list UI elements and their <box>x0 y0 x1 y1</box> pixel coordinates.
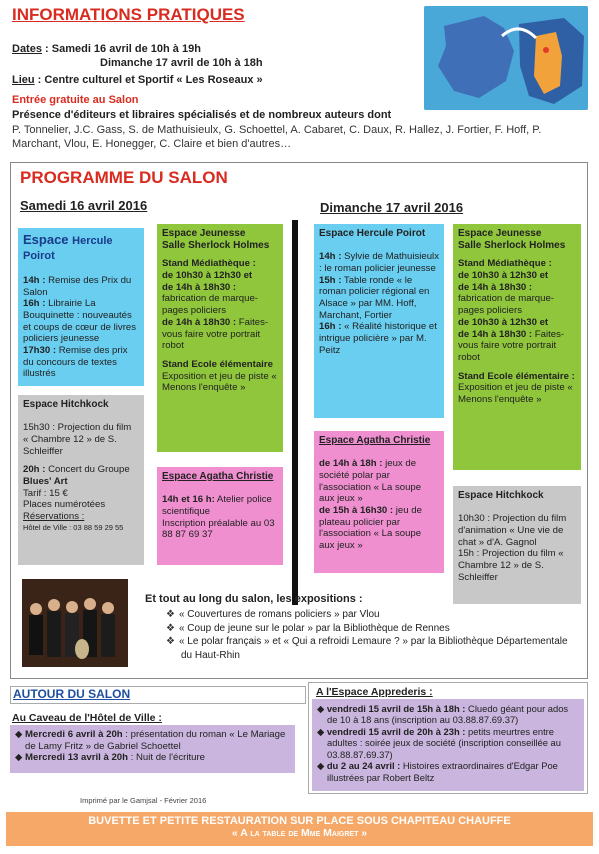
buvette-l2: « A la table de Mme Maigret » <box>231 827 368 839</box>
sat-hitch-l3: Tarif : 15 € <box>23 487 68 499</box>
sun-hitch-title: Espace Hitchkock <box>458 490 544 501</box>
sat-j-s2: de 10h30 à 12h30 et <box>162 270 253 282</box>
caveau-item: ◆ Mercredi 6 avril à 20h : présentation du roman « Le Mariage de Lamy Fritz » de Gabriel Schoettel <box>15 729 286 752</box>
sun-hitch-box <box>453 486 581 604</box>
sat-j-s1: Stand Médiathèque : <box>162 258 256 270</box>
dates-label: Dates <box>12 43 42 55</box>
sat-jeunesse-box <box>157 224 283 452</box>
sat-agatha-l1: 14h et 16 h: Atelier police scientifique <box>162 494 272 517</box>
diamond-bullet-icon: ❖ <box>166 622 175 634</box>
expo-item: ❖ « Le polar français » et « Qui a refroidi Lemaure ? » par la Bibliothèque Départementale du Haut-Rhin <box>166 636 568 661</box>
sun-agatha-l2: de 15h à 16h30 : jeu de plateau policier par l'association « La soupe aux jeux » <box>319 505 422 552</box>
sat-hitch-l2: 20h : Concert du Groupe <box>23 464 130 476</box>
sat-j-s4: fabrication de marque-pages policiers <box>162 293 258 317</box>
sun-poirot-l2: 15h : Table ronde « le roman policier régional en Alsace » par MM. Hoff, Marchant, Fortier <box>319 274 430 321</box>
sun-poirot-box <box>314 224 444 418</box>
map-icon <box>424 6 588 110</box>
sat-agatha-l2: Inscription préalable au 03 88 87 69 37 <box>162 517 275 541</box>
sat-poirot-box <box>18 228 144 386</box>
sat-jeunesse-title2: Salle Sherlock Holmes <box>162 240 270 252</box>
sat-hitch-l6: Hôtel de Ville : 03 88 59 29 55 <box>23 522 124 532</box>
lieu-value: : Centre culturel et Sportif « Les Roseaux » <box>34 73 263 86</box>
sun-poirot-l1: 14h : Sylvie de Mathuisieulx : le roman policier jeunesse <box>319 251 439 274</box>
expo-item: ❖ « Coup de jeune sur le polar » par la Bibliothèque de Rennes <box>166 622 450 634</box>
sat-j-e2: Exposition et jeu de piste « Menons l'enquête » <box>162 370 277 394</box>
appr-item: ◆ vendredi 15 avril de 15h à 18h : Cluedo géant pour ados de 10 à 18 ans (inscription au 03.88.87.69.37) <box>317 703 569 726</box>
autour-title: AUTOUR DU SALON <box>13 687 131 701</box>
sun-j-s1: Stand Médiathèque : <box>458 258 552 270</box>
sat-agatha-title: Espace Agatha Christie <box>162 471 274 482</box>
dates-block <box>12 42 263 87</box>
sun-j-e2: Exposition et jeu de piste « Menons l'enquête » <box>458 382 573 406</box>
sat-poirot-l1: 14h : Remise des Prix du Salon <box>23 274 132 298</box>
band-photo-icon <box>22 579 128 667</box>
sun-jeunesse-box <box>453 224 581 470</box>
sat-hitch-l5: Réservations : <box>23 511 85 523</box>
sun-agatha-l1: de 14h à 18h : jeux de société polar par l'association « La soupe aux jeux » <box>319 458 422 505</box>
buvette-bar <box>6 812 593 846</box>
diamond-bullet-icon: ◆ <box>317 760 327 772</box>
expo-list <box>166 608 576 662</box>
sat-hitch-l1: 15h30 : Projection du film « Chambre 12 » de S. Schleiffer <box>23 422 132 457</box>
appr-item: ◆ du 2 au 24 avril : Histoires extraordinaires d'Edgar Poe illustrées par Robert Beltz <box>317 760 558 783</box>
sat-poirot-l2: 16h : Librairie La Bouquinette : nouveautés et coups de cœur de livres policiers jeunesse <box>23 298 137 345</box>
sun-j-s4: fabrication de marque-pages policiers <box>458 293 554 317</box>
info-title: INFORMATIONS PRATIQUES <box>12 5 245 24</box>
diamond-bullet-icon: ❖ <box>166 636 175 647</box>
sun-j-s6: de 14h à 18h30 : Faites-vous faire votre portrait robot <box>458 328 565 363</box>
appr-item: ◆ vendredi 15 avril de 20h à 23h : petits meurtres entre adultes : soirée jeux de société (inscription conseillée au 03.88.87.69.37) <box>317 725 561 760</box>
sat-poirot-l3: 17h30 : Remise des prix du concours de textes illustrés <box>23 345 128 380</box>
appr-title: A l'Espace Apprederis : <box>316 686 433 698</box>
diamond-bullet-icon: ◆ <box>317 703 327 714</box>
sun-j-s3: de 14h à 18h30 : <box>458 281 533 293</box>
sun-j-s5: de 10h30 à 12h30 et <box>458 316 549 328</box>
programme-title: PROGRAMME DU SALON <box>20 168 228 187</box>
sat-hitch-title: Espace Hitchkock <box>23 399 109 410</box>
sat-poirot-title-b: Hercule Poirot <box>23 235 113 263</box>
sat-j-e1: Stand Ecole élémentaire <box>162 359 273 370</box>
diamond-bullet-icon: ◆ <box>15 752 26 764</box>
sun-hitch-l2: 15h : Projection du film « Chambre 12 » de S. Schleiffer <box>458 548 564 583</box>
expo-title: Et tout au long du salon, les expositions : <box>145 593 363 605</box>
auteurs: P. Tonnelier, J.C. Gass, S. de Mathuisieulx, G. Schoettel, A. Cabaret, C. Daux, R. Hallez, J. Fortier, F. Hoff, P. Marchant, Vlou, E. Honegger, C. Claire et bien d'autres… <box>12 124 542 151</box>
sat-jeunesse-title1: Espace Jeunesse <box>162 228 246 239</box>
sun-poirot-l3: 16h : « Réalité historique et intrigue policière » par M. Peitz <box>319 321 437 356</box>
imprime: Imprimé par le Gamjsal - Février 2016 <box>80 796 207 805</box>
samedi-title: Samedi 16 avril 2016 <box>20 198 148 213</box>
day-divider <box>292 220 298 605</box>
sat-j-s5: de 14h à 18h30 : Faites-vous faire votre portrait robot <box>162 316 269 352</box>
entree: Entrée gratuite au Salon <box>12 94 139 106</box>
sat-hitch-l4: Places numérotées <box>23 499 106 511</box>
sat-poirot-title-a: Espace <box>23 232 73 247</box>
lieu-label: Lieu <box>12 73 35 86</box>
appr-box <box>312 699 584 791</box>
autour-title-bar <box>10 686 306 704</box>
sun-jeunesse-title1: Espace Jeunesse <box>458 228 542 239</box>
caveau-title: Au Caveau de l'Hôtel de Ville : <box>12 712 162 724</box>
band-photo <box>22 579 128 667</box>
diamond-bullet-icon: ◆ <box>317 725 327 737</box>
sun-poirot-title: Espace Hercule Poirot <box>319 228 426 239</box>
sun-j-e1: Stand Ecole élémentaire : <box>458 370 575 382</box>
dates-line2: Dimanche 17 avril de 10h à 18h <box>100 57 263 70</box>
sun-hitch-l1: 10h30 : Projection du film d'animation « Une vie de chat » d'A. Gagnol <box>458 513 567 548</box>
dimanche-title: Dimanche 17 avril 2016 <box>320 200 464 215</box>
region-map-image <box>424 6 588 110</box>
caveau-item: ◆ Mercredi 13 avril à 20h : Nuit de l'écriture <box>15 752 205 764</box>
sat-hitch-l2c: Blues' Art <box>23 476 68 487</box>
sun-j-s2: de 10h30 à 12h30 et <box>458 270 549 282</box>
sat-agatha-box <box>157 467 283 565</box>
sat-hitch-box <box>18 395 144 565</box>
sun-agatha-box <box>314 431 444 573</box>
diamond-bullet-icon: ❖ <box>166 609 175 620</box>
diamond-bullet-icon: ◆ <box>15 729 26 740</box>
sun-jeunesse-title2: Salle Sherlock Holmes <box>458 240 566 252</box>
sat-j-s3: de 14h à 18h30 : <box>162 281 237 293</box>
presence: Présence d'éditeurs et libraires spécialisés et de nombreux auteurs dont <box>12 109 392 121</box>
expo-item: ❖ « Couvertures de romans policiers » par Vlou <box>166 609 380 620</box>
buvette-l1: BUVETTE ET PETITE RESTAURATION SUR PLACE SOUS CHAPITEAU CHAUFFE <box>88 815 511 827</box>
dates-line1: : Samedi 16 avril de 10h à 19h <box>41 43 201 55</box>
caveau-box <box>10 725 295 773</box>
sun-agatha-title: Espace Agatha Christie <box>319 435 431 446</box>
